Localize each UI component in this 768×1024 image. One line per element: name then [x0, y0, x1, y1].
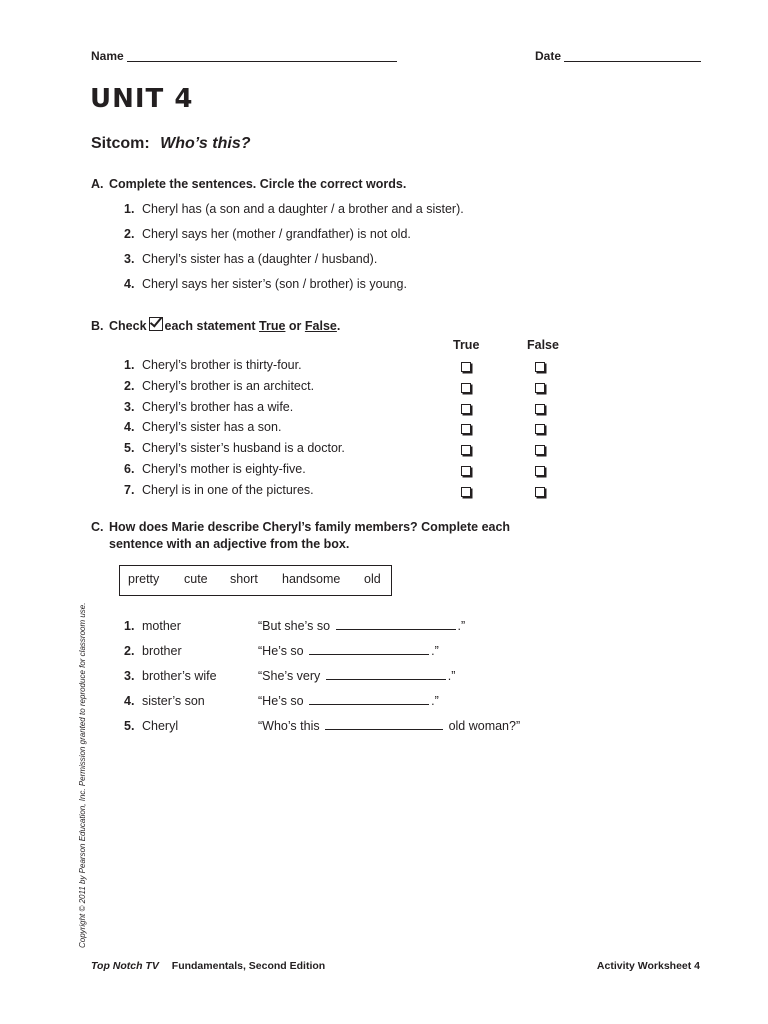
section-c-item-quote [258, 669, 455, 683]
item-text[interactable]: Cheryl has (a son and a daughter / a brother and a sister). [142, 202, 464, 216]
item-text: Cheryl’s mother is eighty-five. [142, 462, 306, 476]
name-label: Name [91, 49, 124, 63]
section-b-letter: B. [91, 319, 104, 333]
true-checkbox[interactable] [461, 404, 471, 414]
true-checkbox[interactable] [461, 487, 471, 497]
word-box-word: pretty [128, 572, 160, 586]
true-checkbox[interactable] [461, 445, 471, 455]
item-text: Cheryl’s sister has a son. [142, 420, 282, 434]
section-c-item-who [124, 694, 205, 708]
item-number: 1. [124, 358, 135, 372]
item-number: 4. [124, 277, 135, 291]
item-number: 5. [124, 719, 135, 733]
family-member: mother [142, 619, 181, 633]
section-b-item [124, 400, 293, 414]
section-b-item [124, 358, 302, 372]
footer-left [91, 960, 325, 972]
section-b-item [124, 420, 281, 434]
copyright-notice: Copyright © 2011 by Pearson Education, Inc. Permission granted to reproduce for classroom use. [78, 602, 87, 948]
word-box-word: cute [184, 572, 208, 586]
quote-after: .” [457, 619, 466, 633]
section-b-item [124, 379, 314, 393]
false-word: False [304, 319, 337, 333]
true-checkbox[interactable] [461, 362, 471, 372]
each-statement-text: each statement [164, 319, 256, 333]
date-label: Date [535, 49, 562, 63]
footer-worksheet: Activity Worksheet 4 [596, 960, 700, 972]
item-number: 3. [124, 252, 135, 266]
quote-after: .” [431, 644, 439, 658]
period: . [336, 319, 341, 333]
section-a-letter: A. [91, 177, 104, 191]
section-b-item [124, 462, 306, 476]
section-a-item [124, 202, 464, 216]
section-b-heading [91, 317, 340, 333]
checkmark-icon [149, 317, 163, 331]
word-box-word: handsome [282, 572, 341, 586]
false-checkbox[interactable] [535, 445, 545, 455]
word-box-word: short [230, 572, 258, 586]
false-checkbox[interactable] [535, 466, 545, 476]
sitcom-title: Who’s this? [160, 135, 251, 152]
sitcom-label: Sitcom: [91, 135, 150, 152]
item-number: 1. [124, 202, 135, 216]
quote-before: “Who’s this [258, 719, 320, 733]
item-number: 2. [124, 644, 135, 658]
item-number: 3. [124, 400, 135, 414]
column-true-header: True [453, 338, 480, 352]
quote-before: “He’s so [258, 644, 304, 658]
or-word: or [288, 319, 302, 333]
column-false-header: False [527, 338, 559, 352]
false-checkbox[interactable] [535, 424, 545, 434]
date-field-line[interactable] [564, 61, 701, 62]
item-number: 2. [124, 227, 135, 241]
section-a-instruction: Complete the sentences. Circle the correct words. [109, 177, 407, 191]
section-c-item-quote [258, 644, 439, 658]
item-text[interactable]: Cheryl’s sister has a (daughter / husband). [142, 252, 378, 266]
item-number: 7. [124, 483, 135, 497]
item-text[interactable]: Cheryl says her (mother / grandfather) is not old. [142, 227, 411, 241]
word-box-word: old [364, 572, 381, 586]
sitcom-heading [91, 135, 251, 153]
item-number: 4. [124, 694, 135, 708]
quote-before: “She’s very [258, 669, 321, 683]
true-checkbox[interactable] [461, 383, 471, 393]
item-number: 3. [124, 669, 135, 683]
item-number: 4. [124, 420, 135, 434]
quote-after: .” [447, 669, 456, 683]
section-a-item [124, 252, 377, 266]
answer-blank[interactable] [309, 653, 429, 655]
section-c-instruction-line2: sentence with an adjective from the box. [109, 537, 350, 551]
unit-title: UNIT 4 [90, 84, 194, 114]
section-c-item-who [124, 719, 178, 733]
section-c-item-quote [258, 694, 439, 708]
section-c-item-who [124, 644, 182, 658]
answer-blank[interactable] [309, 703, 429, 705]
quote-after: .” [431, 694, 439, 708]
section-c-letter: C. [91, 520, 104, 534]
section-a-item [124, 277, 407, 291]
item-number: 2. [124, 379, 135, 393]
footer-series: Top Notch TV [91, 960, 159, 972]
false-checkbox[interactable] [535, 487, 545, 497]
section-c-instruction-line1: How does Marie describe Cheryl’s family members? Complete each [109, 520, 511, 534]
item-number: 5. [124, 441, 135, 455]
false-checkbox[interactable] [535, 362, 545, 372]
item-text: Cheryl is in one of the pictures. [142, 483, 314, 497]
section-a-item [124, 227, 411, 241]
quote-after: old woman?” [448, 719, 521, 733]
section-c-item-quote [258, 619, 465, 633]
true-word: True [259, 319, 286, 333]
false-checkbox[interactable] [535, 383, 545, 393]
footer-edition: Fundamentals, Second Edition [171, 960, 326, 972]
section-b-item [124, 441, 345, 455]
item-text[interactable]: Cheryl says her sister’s (son / brother) is young. [142, 277, 407, 291]
section-b-item [124, 483, 314, 497]
family-member: brother [142, 644, 182, 658]
family-member: Cheryl [142, 719, 179, 733]
quote-before: “But she’s so [258, 619, 331, 633]
name-field-line[interactable] [127, 61, 397, 62]
check-word: Check [109, 319, 147, 333]
quote-before: “He’s so [258, 694, 304, 708]
item-number: 6. [124, 462, 135, 476]
section-c-item-quote [258, 719, 520, 733]
item-text: Cheryl’s brother has a wife. [142, 400, 294, 414]
item-text: Cheryl’s brother is an architect. [142, 379, 315, 393]
true-checkbox[interactable] [461, 466, 471, 476]
item-text: Cheryl’s brother is thirty-four. [142, 358, 302, 372]
true-checkbox[interactable] [461, 424, 471, 434]
false-checkbox[interactable] [535, 404, 545, 414]
answer-blank[interactable] [336, 628, 456, 630]
section-c-item-who [124, 619, 181, 633]
item-text: Cheryl’s sister’s husband is a doctor. [142, 441, 345, 455]
section-a-heading [91, 177, 406, 191]
answer-blank[interactable] [326, 678, 446, 680]
answer-blank[interactable] [325, 728, 443, 730]
family-member: sister’s son [142, 694, 205, 708]
section-c-item-who [124, 669, 217, 683]
item-number: 1. [124, 619, 135, 633]
family-member: brother’s wife [142, 669, 217, 683]
section-c-heading [91, 520, 510, 534]
